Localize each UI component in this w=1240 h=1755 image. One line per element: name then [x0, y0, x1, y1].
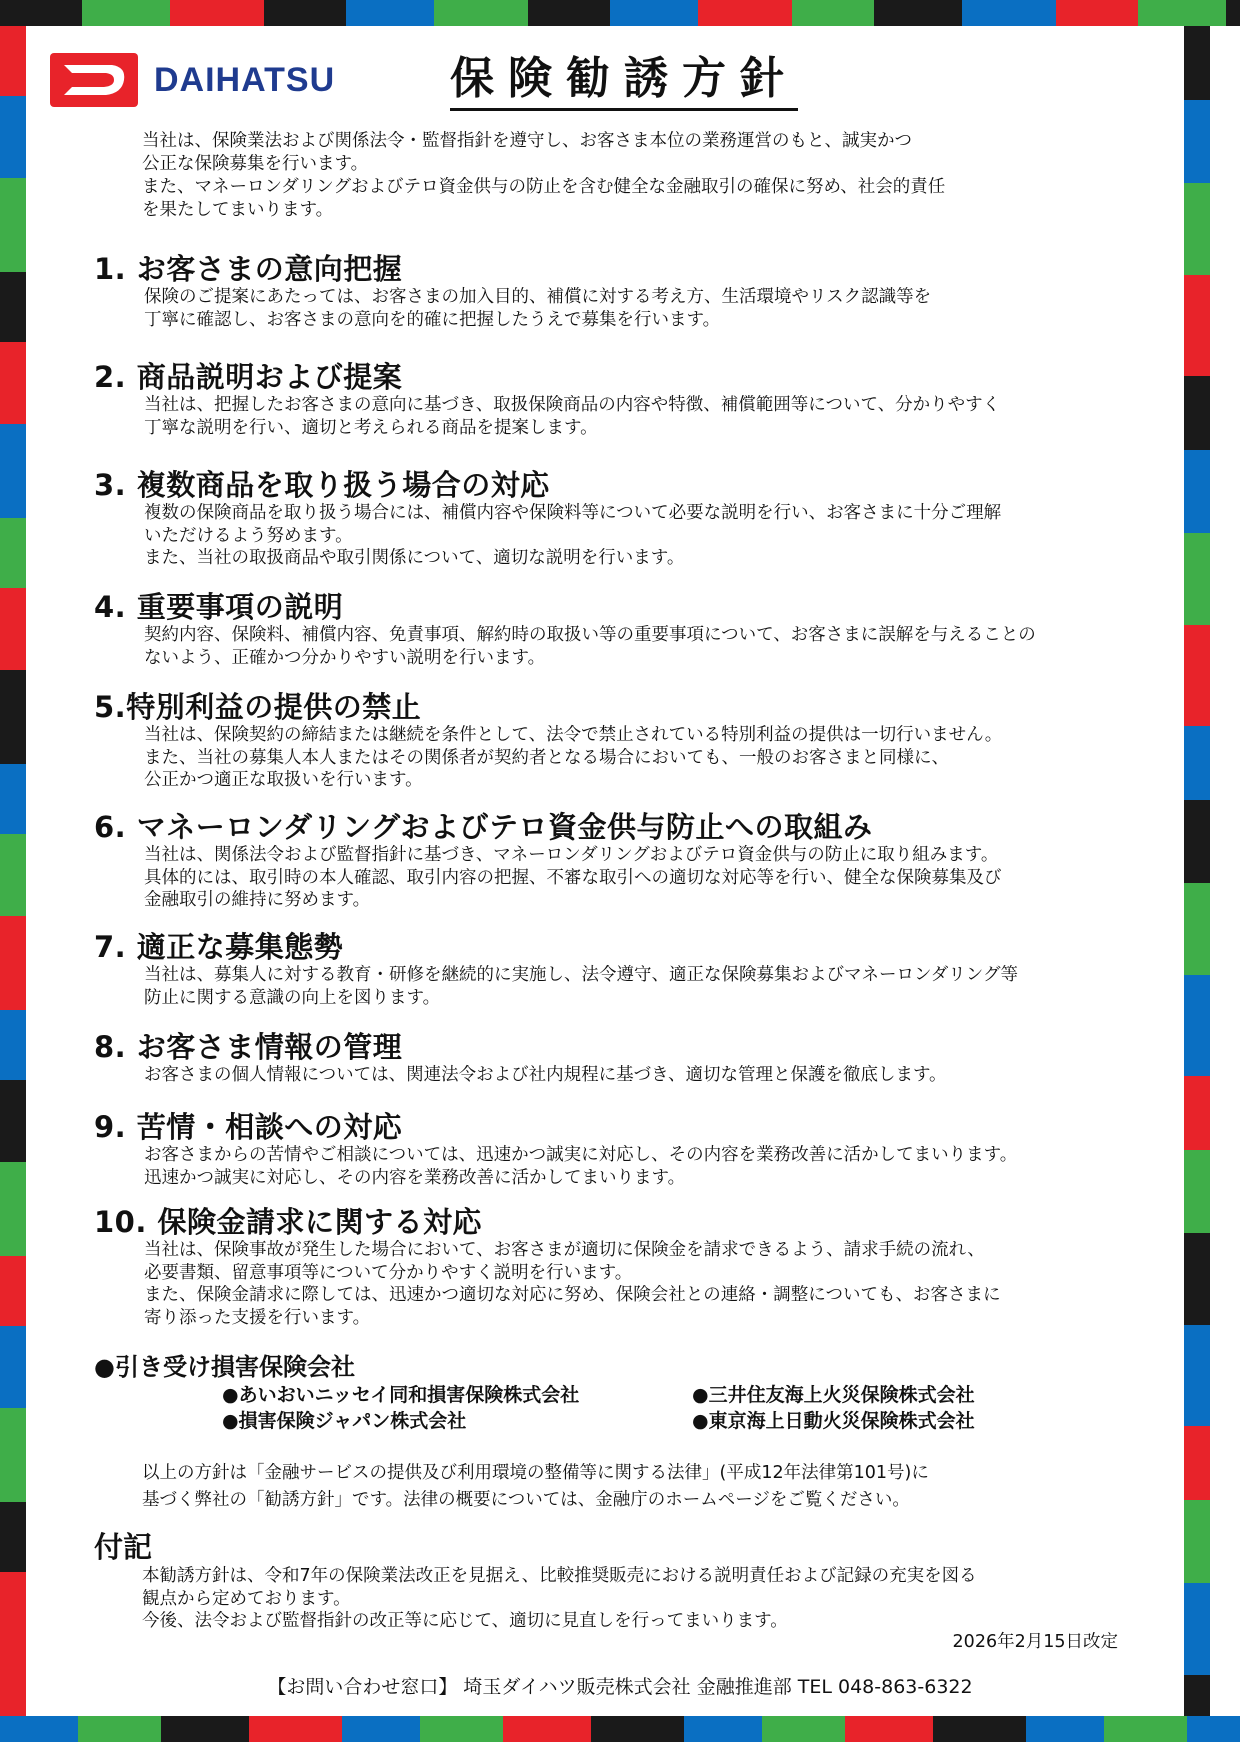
section-line: 寄り添った支援を行います。 — [144, 1307, 371, 1328]
border-segment — [0, 96, 26, 178]
border-segment — [170, 0, 264, 26]
border-segment — [591, 1716, 684, 1742]
border-segment — [1026, 1716, 1104, 1742]
border-segment — [0, 1080, 26, 1162]
border-segment — [420, 1716, 503, 1742]
border-segment — [0, 1162, 26, 1256]
section-line: 公正かつ適正な取扱いを行います。 — [144, 770, 423, 790]
border-segment — [874, 0, 962, 26]
border-segment — [82, 0, 170, 26]
section-heading: 7. 適正な募集態勢 — [94, 930, 344, 964]
border-segment — [1056, 0, 1138, 26]
section-body — [144, 844, 1104, 912]
intro-line: 公正な保険募集を行います。 — [142, 154, 369, 174]
section-line: 必要書類、留意事項等について分かりやすく説明を行います。 — [144, 1262, 633, 1283]
border-segment — [1184, 1076, 1210, 1150]
border-segment — [1184, 1233, 1210, 1325]
insurers-list — [222, 1382, 1042, 1434]
insurers-heading: ●引き受け損害保険会社 — [94, 1353, 355, 1381]
border-segment — [0, 1572, 26, 1654]
intro-line: を果たしてまいります。 — [142, 200, 334, 220]
contact-info: 【お問い合わせ窓口】 埼玉ダイハツ販売株式会社 金融推進部 TEL 048-863-6322 — [267, 1676, 973, 1698]
border-segment — [933, 1716, 1026, 1742]
policy-section — [94, 1110, 1104, 1189]
section-line: 契約内容、保険料、補償内容、免責事項、解約時の取扱い等の重要事項について、お客さまに誤解を与えることの — [144, 625, 1036, 645]
section-body — [144, 1064, 1104, 1087]
border-segment — [0, 1408, 26, 1502]
border-segment — [1104, 1716, 1187, 1742]
fuki-line: 観点から定めております。 — [142, 1588, 351, 1609]
border-segment — [610, 0, 698, 26]
section-line: 丁寧な説明を行い、適切と考えられる商品を提案します。 — [144, 417, 598, 438]
section-heading: 6. マネーロンダリングおよびテロ資金供与防止への取組み — [94, 810, 873, 844]
border-segment — [1184, 1426, 1210, 1500]
policy-section — [94, 1030, 1104, 1087]
border-segment — [503, 1716, 591, 1742]
border-segment — [1184, 883, 1210, 975]
section-body — [144, 1144, 1104, 1189]
section-line: 迅速かつ誠実に対応し、その内容を業務改善に活かしてまいります。 — [144, 1167, 686, 1188]
fuki-heading: 付記 — [94, 1530, 153, 1564]
section-line: また、当社の募集人本人またはその関係者が契約者となる場合においても、一般のお客さまと同様に、 — [144, 747, 949, 768]
border-segment — [1184, 1583, 1210, 1675]
border-segment — [1184, 183, 1210, 275]
policy-section — [94, 690, 1104, 792]
border-segment — [684, 1716, 762, 1742]
border-segment — [264, 0, 346, 26]
border-segment — [792, 0, 874, 26]
section-heading: 9. 苦情・相談への対応 — [94, 1110, 403, 1144]
border-segment — [1226, 0, 1240, 26]
border-segment — [1184, 100, 1210, 183]
border-segment — [0, 1502, 26, 1572]
intro-text — [142, 130, 1102, 222]
border-segment — [1184, 1150, 1210, 1233]
border-segment — [0, 588, 26, 670]
border-segment — [0, 1256, 26, 1326]
border-segment — [161, 1716, 249, 1742]
section-line: お客さまからの苦情やご相談については、迅速かつ誠実に対応し、その内容を業務改善に活かしてまいります。 — [144, 1145, 1018, 1165]
border-segment — [0, 670, 26, 764]
border-segment — [0, 834, 26, 916]
border-segment — [0, 1716, 78, 1742]
section-heading: 2. 商品説明および提案 — [94, 360, 403, 394]
border-segment — [0, 1010, 26, 1080]
border-segment — [698, 0, 792, 26]
section-line: いただけるよう努めます。 — [144, 525, 353, 546]
section-heading: 5.特別利益の提供の禁止 — [94, 690, 422, 724]
border-segment — [1184, 275, 1210, 376]
intro-line: 当社は、保険業法および関係法令・監督指針を遵守し、お客さま本位の業務運営のもと、誠実かつ — [142, 131, 912, 151]
insurer-name: ●三井住友海上火災保険株式会社 — [692, 1384, 975, 1406]
policy-section — [94, 810, 1104, 912]
border-segment — [845, 1716, 933, 1742]
section-line: 金融取引の維持に努めます。 — [144, 890, 371, 910]
section-line: 複数の保険商品を取り扱う場合には、補償内容や保険料等について必要な説明を行い、お客さまに十分ご理解 — [144, 503, 1002, 523]
border-segment — [1184, 533, 1210, 625]
border-segment — [0, 916, 26, 1010]
section-body — [144, 624, 1104, 669]
policy-section — [94, 252, 1104, 331]
policy-section — [94, 1205, 1104, 1329]
daihatsu-logo — [50, 53, 335, 107]
legal-note-line: 以上の方針は「金融サービスの提供及び利用環境の整備等に関する法律」(平成12年法律第101号)に — [142, 1463, 929, 1483]
intro-line: また、マネーロンダリングおよびテロ資金供与の防止を含む健全な金融取引の確保に努め、社会的責任 — [142, 177, 946, 197]
border-segment — [1184, 975, 1210, 1076]
section-line: 具体的には、取引時の本人確認、取引内容の把握、不審な取引への適切な対応等を行い、健全な保険募集及び — [144, 867, 1002, 888]
section-line: 当社は、募集人に対する教育・研修を継続的に実施し、法令遵守、適正な保険募集およびマネーロンダリング等 — [144, 965, 1018, 985]
section-body — [144, 502, 1104, 570]
border-segment — [1138, 0, 1226, 26]
border-segment — [1184, 625, 1210, 726]
section-line: 丁寧に確認し、お客さまの意向を的確に把握したうえで募集を行います。 — [144, 309, 721, 330]
border-segment — [346, 0, 434, 26]
border-segment — [962, 0, 1056, 26]
section-heading: 8. お客さま情報の管理 — [94, 1030, 403, 1064]
section-body — [144, 286, 1104, 331]
border-segment — [0, 26, 26, 96]
border-segment — [1184, 26, 1210, 100]
policy-section — [94, 930, 1104, 1009]
border-segment — [249, 1716, 342, 1742]
section-line: 防止に関する意識の向上を図ります。 — [144, 987, 441, 1008]
border-segment — [0, 272, 26, 342]
section-line: また、当社の取扱商品や取引関係について、適切な説明を行います。 — [144, 548, 685, 568]
border-segment — [342, 1716, 420, 1742]
border-segment — [0, 424, 26, 518]
border-segment — [434, 0, 528, 26]
section-heading: 4. 重要事項の説明 — [94, 590, 344, 624]
section-line: また、保険金請求に際しては、迅速かつ適切な対応に努め、保険会社との連絡・調整についても、お客さまに — [144, 1285, 1001, 1305]
section-line: 当社は、保険契約の締結または継続を条件として、法令で禁止されている特別利益の提供は一切行いません。 — [144, 725, 1003, 745]
border-segment — [1184, 1500, 1210, 1583]
section-line: 保険のご提案にあたっては、お客さまの加入目的、補償に対する考え方、生活環境やリスク認識等を — [144, 287, 932, 307]
section-line: ないよう、正確かつ分かりやすい説明を行います。 — [144, 647, 546, 668]
section-body — [144, 964, 1104, 1009]
insurer-name: ●東京海上日動火災保険株式会社 — [692, 1410, 975, 1432]
section-line: 当社は、保険事故が発生した場合において、お客さまが適切に保険金を請求できるよう、請求手続の流れ、 — [144, 1240, 985, 1260]
section-line: お客さまの個人情報については、関連法令および社内規程に基づき、適切な管理と保護を徹底します。 — [144, 1065, 947, 1085]
border-segment — [1184, 376, 1210, 450]
section-body — [144, 394, 1104, 439]
section-heading: 3. 複数商品を取り扱う場合の対応 — [94, 468, 550, 502]
section-heading: 1. お客さまの意向把握 — [94, 252, 403, 286]
legal-note-line: 基づく弊社の「勧誘方針」です。法律の概要については、金融庁のホームページをご覧ください。 — [142, 1490, 910, 1510]
border-segment — [1184, 1325, 1210, 1426]
section-body — [144, 724, 1104, 792]
border-segment — [0, 764, 26, 834]
section-line: 当社は、把握したお客さまの意向に基づき、取扱保険商品の内容や特徴、補償範囲等について、分かりやすく — [144, 395, 1001, 415]
revision-date: 2026年2月15日改定 — [952, 1632, 1118, 1652]
border-segment — [1184, 800, 1210, 883]
policy-section — [94, 590, 1104, 669]
section-body — [144, 1239, 1104, 1329]
border-segment — [528, 0, 610, 26]
border-segment — [78, 1716, 161, 1742]
fuki-body — [142, 1565, 1082, 1633]
border-segment — [0, 1326, 26, 1408]
insurer-name: ●損害保険ジャパン株式会社 — [222, 1410, 467, 1432]
border-segment — [0, 518, 26, 588]
daihatsu-d-icon — [50, 53, 138, 107]
section-line: 当社は、関係法令および監督指針に基づき、マネーロンダリングおよびテロ資金供与の防止に取り組みます。 — [144, 845, 999, 865]
border-segment — [0, 178, 26, 272]
border-segment — [0, 0, 82, 26]
section-heading: 10. 保険金請求に関する対応 — [94, 1205, 482, 1239]
page-title: 保険勧誘方針 — [450, 52, 798, 111]
border-segment — [1184, 726, 1210, 800]
policy-section — [94, 468, 1104, 570]
fuki-line: 今後、法令および監督指針の改正等に応じて、適切に見直しを行ってまいります。 — [142, 1611, 788, 1631]
fuki-line: 本勧誘方針は、令和7年の保険業法改正を見据え、比較推奨販売における説明責任および記録の充実を図る — [142, 1566, 977, 1586]
border-segment — [1184, 450, 1210, 533]
border-segment — [0, 342, 26, 424]
border-segment — [762, 1716, 845, 1742]
policy-section — [94, 360, 1104, 439]
legal-note — [142, 1460, 1082, 1514]
border-segment — [1187, 1716, 1240, 1742]
insurer-name: ●あいおいニッセイ同和損害保険株式会社 — [222, 1384, 580, 1406]
brand-name: DAIHATSU — [154, 60, 336, 99]
